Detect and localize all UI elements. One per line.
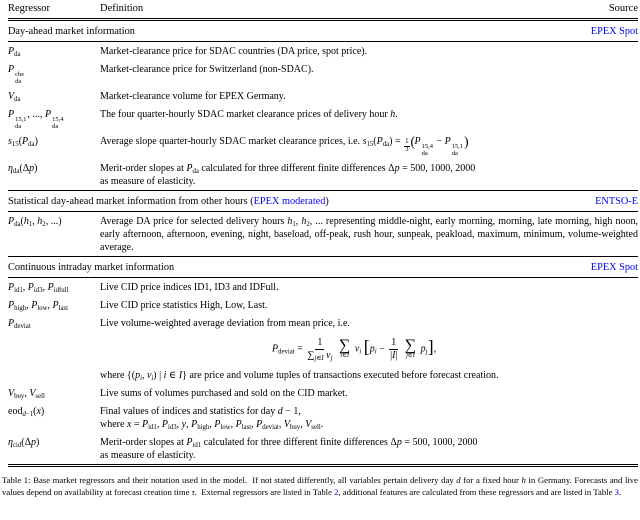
deviat-formula: $P_{deviat}$ = $\frac{1}{\sum_{j\in I} v_j}$ ∑ i∈I $v_i$ [$p_i$ − $\frac{1}{|I|}$ ∑ j∈I $p_j$], bbox=[271, 336, 437, 362]
definition-cell: Market-clearance volume for EPEX Germany. bbox=[100, 91, 286, 102]
table-caption: Table 1: Base market regressors and their notation used in the model. If not stated differently, all variables pertain delivery day d for a fixed hour h in Germany. Forecasts and live values depend on availability at forecast creation time τ. External regressors are listed in Table 2, additional features are calculated from these regressors and are listed in Table 3. bbox=[2, 475, 639, 497]
table-row bbox=[8, 314, 638, 384]
definition-cell: Merit-order slopes at $P_{da}$ calculated for three different finite differences Δp = 500, 1000, 2000 as measure of elasticity. bbox=[100, 163, 476, 187]
table-row bbox=[8, 212, 638, 257]
table-row bbox=[8, 296, 638, 314]
section-title: Continuous intraday market information bbox=[8, 261, 175, 273]
table-row bbox=[8, 60, 638, 87]
table-row bbox=[8, 433, 638, 466]
deviat-where-clause: where {($p_i$, $v_i$) | i ∈ I} are price and volume tuples of transactions executed before forecast creation. bbox=[100, 370, 499, 382]
definition-cell: Live volume-weighted average deviation from mean price, i.e. $P_{deviat}$ = $\frac{1}{\sum_{j\in I} v_j}$ ∑ i∈I $v_i$ [$p_i$ − $\frac{1}{|I|}$ ∑ j∈I $p_j$], where {($p_i$, $v_i$) | i ∈ I} are price and volume tuples of transactions executed before forecast creation. bbox=[100, 314, 638, 384]
table-row bbox=[8, 87, 638, 105]
definition-cell: Live sums of volumes purchased and sold on the CID market. bbox=[100, 388, 348, 399]
definition-cell: Market-clearance price for SDAC countries (DA price, spot price). bbox=[100, 46, 368, 57]
regressor-cell: $P_{deviat}$ bbox=[8, 318, 31, 330]
table-row bbox=[8, 402, 638, 433]
table-row bbox=[8, 159, 638, 191]
table-row bbox=[8, 384, 638, 402]
regressor-cell: P che da bbox=[8, 64, 25, 85]
definition-cell: Average slope quarter-hourly SDAC market clearance prices, i.e. $s_{15}(P_{da})$ = $\frac{1}{3}$ (P 15,4 da − P 15,1 da ) bbox=[100, 134, 469, 157]
regressor-table bbox=[8, 2, 638, 467]
table-body bbox=[8, 20, 638, 466]
regressor-cell: $\eta_{cid}(\Delta p)$ bbox=[8, 437, 40, 449]
table-row bbox=[8, 132, 638, 159]
definition-cell: Final values of indices and statistics for day d − 1, where $x = P_{id1}$, $P_{id3}$, y, $P_{high}$, $P_{low}$, $P_{last}$, $P_{deviat}$, $V_{buy}$, $V_{sell}$. bbox=[100, 406, 324, 431]
section-source bbox=[574, 191, 638, 212]
epex-moderated-link[interactable]: EPEX moderated bbox=[253, 195, 326, 207]
section-title: Day-ahead market information bbox=[8, 25, 135, 37]
regressor-cell: P 15,1 da , ..., P 15,4 da bbox=[8, 109, 64, 130]
regressor-cell: $s_{15}(P_{da})$ bbox=[8, 136, 38, 148]
regressor-cell: $V_{da}$ bbox=[8, 91, 21, 103]
entso-e-link[interactable]: ENTSO-E bbox=[595, 195, 638, 207]
definition-cell: The four quarter-hourly SDAC market clearance prices of delivery hour h. bbox=[100, 109, 398, 120]
definition-cell: Live CID price statistics High, Low, Last. bbox=[100, 300, 268, 311]
epex-spot-link[interactable]: EPEX Spot bbox=[590, 25, 638, 37]
3-link[interactable]: 3 bbox=[614, 486, 619, 497]
regressor-cell: $P_{high}$, $P_{low}$, $P_{last}$ bbox=[8, 300, 69, 312]
table-row bbox=[8, 105, 638, 132]
definition-cell: Merit-order slopes at $P_{id1}$ calculated for three different finite differences Δp = 500, 1000, 2000 as measure of elasticity. bbox=[100, 437, 478, 461]
column-header-regressor: Regressor bbox=[8, 3, 50, 14]
regressor-cell: $P_{da}(h_1$, $h_2$, ...) bbox=[8, 216, 62, 228]
section-header-row bbox=[8, 257, 638, 278]
definition-cell: Market-clearance price for Switzerland (non-SDAC). bbox=[100, 64, 314, 75]
regressor-cell: $V_{buy}$, $V_{sell}$ bbox=[8, 388, 45, 400]
table-row bbox=[8, 42, 638, 61]
section-title: Statistical day-ahead market information from other hours (EPEX moderated) bbox=[8, 195, 329, 207]
column-header-row bbox=[8, 2, 638, 20]
regressor-cell: $\eta_{da}(\Delta p)$ bbox=[8, 163, 38, 175]
table-row bbox=[8, 278, 638, 297]
regressor-cell: eod$_{d-1}$(x) bbox=[8, 406, 45, 418]
regressor-cell: $P_{id1}$, $P_{id3}$, $P_{idfull}$ bbox=[8, 282, 69, 294]
definition-cell: Live CID price indices ID1, ID3 and IDFull. bbox=[100, 282, 279, 293]
column-header-definition: Definition bbox=[100, 3, 144, 14]
2-link[interactable]: 2 bbox=[334, 486, 339, 497]
section-header-row bbox=[8, 20, 638, 42]
definition-cell: Average DA price for selected delivery hours $h_1$, $h_2$, ... representing middle-night, early morning, morning, late morning, high noon, early afternoon, afternoon, evening, night, baseload, off-peak, rush hour, sunpeak, peakload, maximum, minimum, volume-weighted average. bbox=[100, 216, 638, 253]
epex-spot-link[interactable]: EPEX Spot bbox=[590, 261, 638, 273]
section-source bbox=[574, 257, 638, 278]
regressor-cell: $P_{da}$ bbox=[8, 46, 21, 58]
section-source bbox=[574, 20, 638, 42]
column-header-source: Source bbox=[608, 3, 638, 14]
regressor-table-wrap bbox=[8, 2, 638, 467]
section-header-row bbox=[8, 191, 638, 212]
